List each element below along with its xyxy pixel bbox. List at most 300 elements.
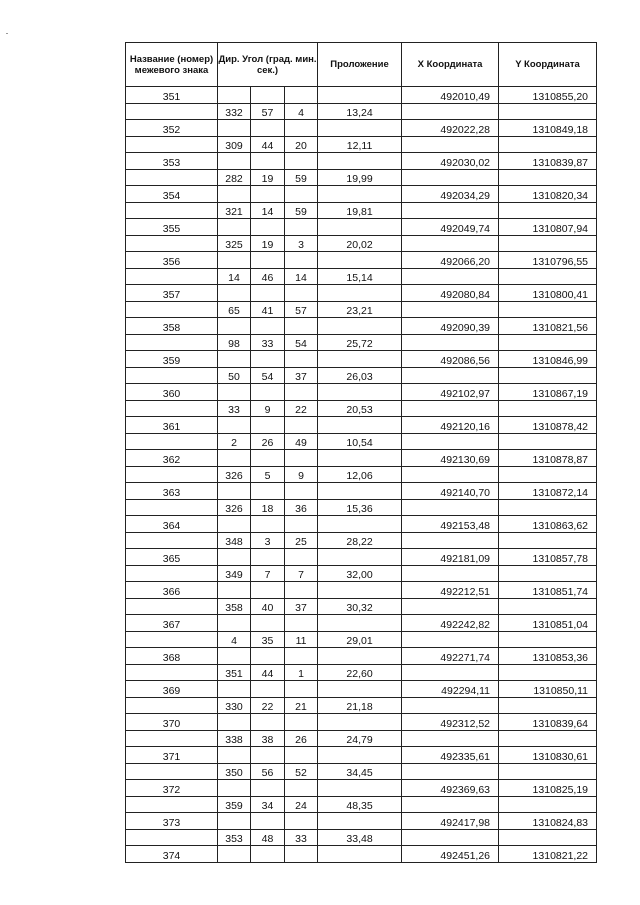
x-coordinate-cell <box>402 169 499 186</box>
angle-minutes: 40 <box>251 598 285 615</box>
angle-min-cell <box>251 846 285 863</box>
angle-deg-cell <box>218 153 251 170</box>
angle-degrees: 326 <box>218 499 251 516</box>
angle-deg-cell <box>218 351 251 368</box>
length-cell <box>318 219 402 236</box>
angle-sec-cell <box>285 285 318 302</box>
angle-sec-cell <box>285 120 318 137</box>
angle-sec-cell <box>285 714 318 731</box>
segment-length: 25,72 <box>318 334 402 351</box>
angle-sec-cell <box>285 87 318 104</box>
segment-length: 12,11 <box>318 136 402 153</box>
angle-sec-cell <box>285 450 318 467</box>
segment-row <box>126 598 597 615</box>
angle-degrees: 349 <box>218 565 251 582</box>
length-cell <box>318 516 402 533</box>
angle-minutes: 14 <box>251 202 285 219</box>
length-cell <box>318 153 402 170</box>
point-row <box>126 417 597 434</box>
x-coordinate: 492120,16 <box>402 417 499 434</box>
x-coordinate-cell <box>402 103 499 120</box>
angle-minutes: 33 <box>251 334 285 351</box>
angle-minutes: 19 <box>251 169 285 186</box>
x-coordinate: 492080,84 <box>402 285 499 302</box>
angle-degrees: 50 <box>218 367 251 384</box>
point-row <box>126 714 597 731</box>
x-coordinate: 492010,49 <box>402 87 499 104</box>
angle-degrees: 332 <box>218 103 251 120</box>
x-coordinate: 492102,97 <box>402 384 499 401</box>
angle-min-cell <box>251 516 285 533</box>
point-row <box>126 384 597 401</box>
segment-row <box>126 829 597 846</box>
angle-degrees: 309 <box>218 136 251 153</box>
x-coordinate: 492022,28 <box>402 120 499 137</box>
x-coordinate: 492049,74 <box>402 219 499 236</box>
angle-min-cell <box>251 648 285 665</box>
angle-degrees: 65 <box>218 301 251 318</box>
y-coordinate-cell <box>499 136 597 153</box>
x-coordinate-cell <box>402 202 499 219</box>
point-name: 363 <box>126 483 218 500</box>
angle-min-cell <box>251 582 285 599</box>
angle-min-cell <box>251 681 285 698</box>
point-row <box>126 87 597 104</box>
angle-seconds: 59 <box>285 169 318 186</box>
angle-deg-cell <box>218 747 251 764</box>
point-name-cell <box>126 202 218 219</box>
segment-row <box>126 169 597 186</box>
segment-row <box>126 631 597 648</box>
segment-row <box>126 466 597 483</box>
x-coordinate: 492130,69 <box>402 450 499 467</box>
angle-minutes: 18 <box>251 499 285 516</box>
angle-minutes: 35 <box>251 631 285 648</box>
angle-deg-cell <box>218 186 251 203</box>
length-cell <box>318 813 402 830</box>
angle-sec-cell <box>285 483 318 500</box>
point-row <box>126 582 597 599</box>
segment-row <box>126 565 597 582</box>
y-coordinate-cell <box>499 268 597 285</box>
angle-degrees: 353 <box>218 829 251 846</box>
angle-deg-cell <box>218 219 251 236</box>
angle-deg-cell <box>218 384 251 401</box>
angle-min-cell <box>251 384 285 401</box>
angle-sec-cell <box>285 648 318 665</box>
angle-seconds: 57 <box>285 301 318 318</box>
angle-min-cell <box>251 813 285 830</box>
segment-row <box>126 730 597 747</box>
x-coordinate: 492153,48 <box>402 516 499 533</box>
point-name: 356 <box>126 252 218 269</box>
point-row <box>126 747 597 764</box>
length-cell <box>318 549 402 566</box>
angle-sec-cell <box>285 813 318 830</box>
angle-minutes: 19 <box>251 235 285 252</box>
length-cell <box>318 780 402 797</box>
segment-length: 15,36 <box>318 499 402 516</box>
angle-deg-cell <box>218 549 251 566</box>
angle-degrees: 33 <box>218 400 251 417</box>
length-cell <box>318 186 402 203</box>
angle-seconds: 3 <box>285 235 318 252</box>
angle-deg-cell <box>218 483 251 500</box>
x-coordinate: 492294,11 <box>402 681 499 698</box>
point-row <box>126 450 597 467</box>
y-coordinate-cell <box>499 202 597 219</box>
length-cell <box>318 351 402 368</box>
header-name: Название (номер) межевого знака <box>126 43 218 87</box>
x-coordinate-cell <box>402 598 499 615</box>
angle-seconds: 54 <box>285 334 318 351</box>
length-cell <box>318 120 402 137</box>
segment-length: 20,53 <box>318 400 402 417</box>
y-coordinate-cell <box>499 433 597 450</box>
point-name-cell <box>126 433 218 450</box>
y-coordinate: 1310839,87 <box>499 153 597 170</box>
y-coordinate-cell <box>499 532 597 549</box>
angle-sec-cell <box>285 681 318 698</box>
length-cell <box>318 252 402 269</box>
angle-sec-cell <box>285 417 318 434</box>
length-cell <box>318 615 402 632</box>
header-x-coordinate: X Координата <box>402 43 499 87</box>
angle-degrees: 325 <box>218 235 251 252</box>
length-cell <box>318 450 402 467</box>
x-coordinate-cell <box>402 829 499 846</box>
length-cell <box>318 582 402 599</box>
length-cell <box>318 483 402 500</box>
point-name: 362 <box>126 450 218 467</box>
y-coordinate: 1310821,56 <box>499 318 597 335</box>
angle-minutes: 44 <box>251 664 285 681</box>
x-coordinate: 492312,52 <box>402 714 499 731</box>
angle-min-cell <box>251 615 285 632</box>
point-name-cell <box>126 466 218 483</box>
point-name: 368 <box>126 648 218 665</box>
angle-deg-cell <box>218 714 251 731</box>
y-coordinate: 1310851,74 <box>499 582 597 599</box>
angle-min-cell <box>251 285 285 302</box>
y-coordinate-cell <box>499 829 597 846</box>
y-coordinate: 1310824,83 <box>499 813 597 830</box>
angle-minutes: 22 <box>251 697 285 714</box>
y-coordinate-cell <box>499 367 597 384</box>
x-coordinate: 492181,09 <box>402 549 499 566</box>
segment-length: 12,06 <box>318 466 402 483</box>
angle-minutes: 48 <box>251 829 285 846</box>
point-row <box>126 153 597 170</box>
point-row <box>126 615 597 632</box>
segment-row <box>126 103 597 120</box>
point-name: 371 <box>126 747 218 764</box>
segment-length: 10,54 <box>318 433 402 450</box>
segment-length: 22,60 <box>318 664 402 681</box>
x-coordinate-cell <box>402 763 499 780</box>
x-coordinate-cell <box>402 400 499 417</box>
point-row <box>126 648 597 665</box>
angle-min-cell <box>251 549 285 566</box>
x-coordinate-cell <box>402 697 499 714</box>
angle-seconds: 33 <box>285 829 318 846</box>
x-coordinate-cell <box>402 730 499 747</box>
angle-seconds: 49 <box>285 433 318 450</box>
segment-row <box>126 499 597 516</box>
length-cell <box>318 384 402 401</box>
x-coordinate: 492271,74 <box>402 648 499 665</box>
y-coordinate: 1310807,94 <box>499 219 597 236</box>
angle-minutes: 38 <box>251 730 285 747</box>
y-coordinate-cell <box>499 631 597 648</box>
x-coordinate-cell <box>402 268 499 285</box>
angle-degrees: 338 <box>218 730 251 747</box>
point-name: 354 <box>126 186 218 203</box>
x-coordinate: 492034,29 <box>402 186 499 203</box>
angle-degrees: 2 <box>218 433 251 450</box>
angle-seconds: 20 <box>285 136 318 153</box>
y-coordinate: 1310853,36 <box>499 648 597 665</box>
point-row <box>126 186 597 203</box>
angle-sec-cell <box>285 252 318 269</box>
segment-row <box>126 136 597 153</box>
angle-minutes: 9 <box>251 400 285 417</box>
x-coordinate: 492140,70 <box>402 483 499 500</box>
x-coordinate-cell <box>402 565 499 582</box>
y-coordinate: 1310849,18 <box>499 120 597 137</box>
point-row <box>126 318 597 335</box>
point-name-cell <box>126 598 218 615</box>
angle-sec-cell <box>285 549 318 566</box>
table-header-row <box>126 43 597 87</box>
segment-row <box>126 268 597 285</box>
x-coordinate-cell <box>402 664 499 681</box>
angle-seconds: 25 <box>285 532 318 549</box>
x-coordinate: 492086,56 <box>402 351 499 368</box>
point-name: 364 <box>126 516 218 533</box>
angle-seconds: 14 <box>285 268 318 285</box>
length-cell <box>318 714 402 731</box>
angle-min-cell <box>251 417 285 434</box>
point-row <box>126 780 597 797</box>
angle-min-cell <box>251 318 285 335</box>
angle-sec-cell <box>285 384 318 401</box>
y-coordinate: 1310820,34 <box>499 186 597 203</box>
point-name-cell <box>126 400 218 417</box>
angle-min-cell <box>251 120 285 137</box>
angle-min-cell <box>251 714 285 731</box>
angle-degrees: 351 <box>218 664 251 681</box>
point-name: 366 <box>126 582 218 599</box>
angle-deg-cell <box>218 648 251 665</box>
y-coordinate-cell <box>499 466 597 483</box>
angle-minutes: 54 <box>251 367 285 384</box>
x-coordinate-cell <box>402 235 499 252</box>
segment-length: 30,32 <box>318 598 402 615</box>
y-coordinate-cell <box>499 796 597 813</box>
x-coordinate-cell <box>402 796 499 813</box>
y-coordinate: 1310872,14 <box>499 483 597 500</box>
angle-deg-cell <box>218 516 251 533</box>
length-cell <box>318 285 402 302</box>
angle-sec-cell <box>285 747 318 764</box>
angle-sec-cell <box>285 582 318 599</box>
angle-seconds: 36 <box>285 499 318 516</box>
y-coordinate-cell <box>499 334 597 351</box>
angle-seconds: 11 <box>285 631 318 648</box>
angle-minutes: 57 <box>251 103 285 120</box>
point-name: 372 <box>126 780 218 797</box>
point-name-cell <box>126 829 218 846</box>
x-coordinate: 492451,26 <box>402 846 499 863</box>
segment-row <box>126 367 597 384</box>
point-name-cell <box>126 301 218 318</box>
point-name: 367 <box>126 615 218 632</box>
x-coordinate-cell <box>402 499 499 516</box>
point-name-cell <box>126 136 218 153</box>
angle-deg-cell <box>218 285 251 302</box>
length-cell <box>318 747 402 764</box>
segment-length: 23,21 <box>318 301 402 318</box>
segment-length: 13,24 <box>318 103 402 120</box>
segment-row <box>126 334 597 351</box>
segment-length: 34,45 <box>318 763 402 780</box>
point-name: 360 <box>126 384 218 401</box>
segment-length: 21,18 <box>318 697 402 714</box>
y-coordinate: 1310857,78 <box>499 549 597 566</box>
point-name-cell <box>126 730 218 747</box>
point-name: 355 <box>126 219 218 236</box>
point-name: 359 <box>126 351 218 368</box>
point-name-cell <box>126 334 218 351</box>
angle-sec-cell <box>285 153 318 170</box>
point-name-cell <box>126 103 218 120</box>
point-name-cell <box>126 499 218 516</box>
point-name: 370 <box>126 714 218 731</box>
y-coordinate: 1310855,20 <box>499 87 597 104</box>
point-name-cell <box>126 532 218 549</box>
angle-minutes: 3 <box>251 532 285 549</box>
angle-deg-cell <box>218 615 251 632</box>
point-row <box>126 813 597 830</box>
point-name-cell <box>126 796 218 813</box>
angle-min-cell <box>251 153 285 170</box>
angle-degrees: 282 <box>218 169 251 186</box>
segment-row <box>126 400 597 417</box>
y-coordinate-cell <box>499 664 597 681</box>
angle-minutes: 44 <box>251 136 285 153</box>
y-coordinate: 1310839,64 <box>499 714 597 731</box>
segment-length: 29,01 <box>318 631 402 648</box>
point-name: 358 <box>126 318 218 335</box>
y-coordinate: 1310850,11 <box>499 681 597 698</box>
segment-length: 33,48 <box>318 829 402 846</box>
length-cell <box>318 846 402 863</box>
y-coordinate-cell <box>499 565 597 582</box>
y-coordinate: 1310878,87 <box>499 450 597 467</box>
segment-length: 32,00 <box>318 565 402 582</box>
point-row <box>126 846 597 863</box>
segment-length: 28,22 <box>318 532 402 549</box>
point-name: 357 <box>126 285 218 302</box>
angle-degrees: 14 <box>218 268 251 285</box>
scan-mark <box>6 33 8 34</box>
y-coordinate: 1310846,99 <box>499 351 597 368</box>
segment-length: 19,81 <box>318 202 402 219</box>
angle-min-cell <box>251 483 285 500</box>
y-coordinate: 1310878,42 <box>499 417 597 434</box>
length-cell <box>318 648 402 665</box>
y-coordinate-cell <box>499 235 597 252</box>
point-name: 365 <box>126 549 218 566</box>
length-cell <box>318 87 402 104</box>
segment-row <box>126 664 597 681</box>
y-coordinate-cell <box>499 697 597 714</box>
point-name-cell <box>126 565 218 582</box>
segment-length: 15,14 <box>318 268 402 285</box>
point-row <box>126 549 597 566</box>
angle-min-cell <box>251 87 285 104</box>
angle-degrees: 4 <box>218 631 251 648</box>
x-coordinate: 492212,51 <box>402 582 499 599</box>
angle-seconds: 4 <box>285 103 318 120</box>
angle-deg-cell <box>218 252 251 269</box>
angle-minutes: 5 <box>251 466 285 483</box>
angle-deg-cell <box>218 582 251 599</box>
angle-seconds: 22 <box>285 400 318 417</box>
point-name-cell <box>126 235 218 252</box>
angle-degrees: 348 <box>218 532 251 549</box>
point-name-cell <box>126 664 218 681</box>
point-row <box>126 219 597 236</box>
length-cell <box>318 318 402 335</box>
angle-seconds: 26 <box>285 730 318 747</box>
angle-seconds: 7 <box>285 565 318 582</box>
angle-minutes: 7 <box>251 565 285 582</box>
angle-min-cell <box>251 186 285 203</box>
x-coordinate-cell <box>402 631 499 648</box>
point-name-cell <box>126 763 218 780</box>
angle-min-cell <box>251 351 285 368</box>
angle-seconds: 52 <box>285 763 318 780</box>
angle-degrees: 98 <box>218 334 251 351</box>
point-name: 369 <box>126 681 218 698</box>
x-coordinate-cell <box>402 532 499 549</box>
y-coordinate-cell <box>499 598 597 615</box>
boundary-coordinates-table <box>125 42 597 863</box>
x-coordinate: 492030,02 <box>402 153 499 170</box>
point-name: 351 <box>126 87 218 104</box>
point-row <box>126 681 597 698</box>
point-row <box>126 285 597 302</box>
angle-minutes: 26 <box>251 433 285 450</box>
point-name: 352 <box>126 120 218 137</box>
segment-row <box>126 763 597 780</box>
angle-seconds: 24 <box>285 796 318 813</box>
header-direction-angle: Дир. Угол (град. мин. сек.) <box>218 43 318 87</box>
point-row <box>126 483 597 500</box>
point-name: 373 <box>126 813 218 830</box>
angle-seconds: 1 <box>285 664 318 681</box>
x-coordinate: 492335,61 <box>402 747 499 764</box>
angle-sec-cell <box>285 186 318 203</box>
segment-row <box>126 433 597 450</box>
angle-min-cell <box>251 252 285 269</box>
angle-seconds: 9 <box>285 466 318 483</box>
point-name-cell <box>126 697 218 714</box>
point-row <box>126 516 597 533</box>
segment-length: 26,03 <box>318 367 402 384</box>
